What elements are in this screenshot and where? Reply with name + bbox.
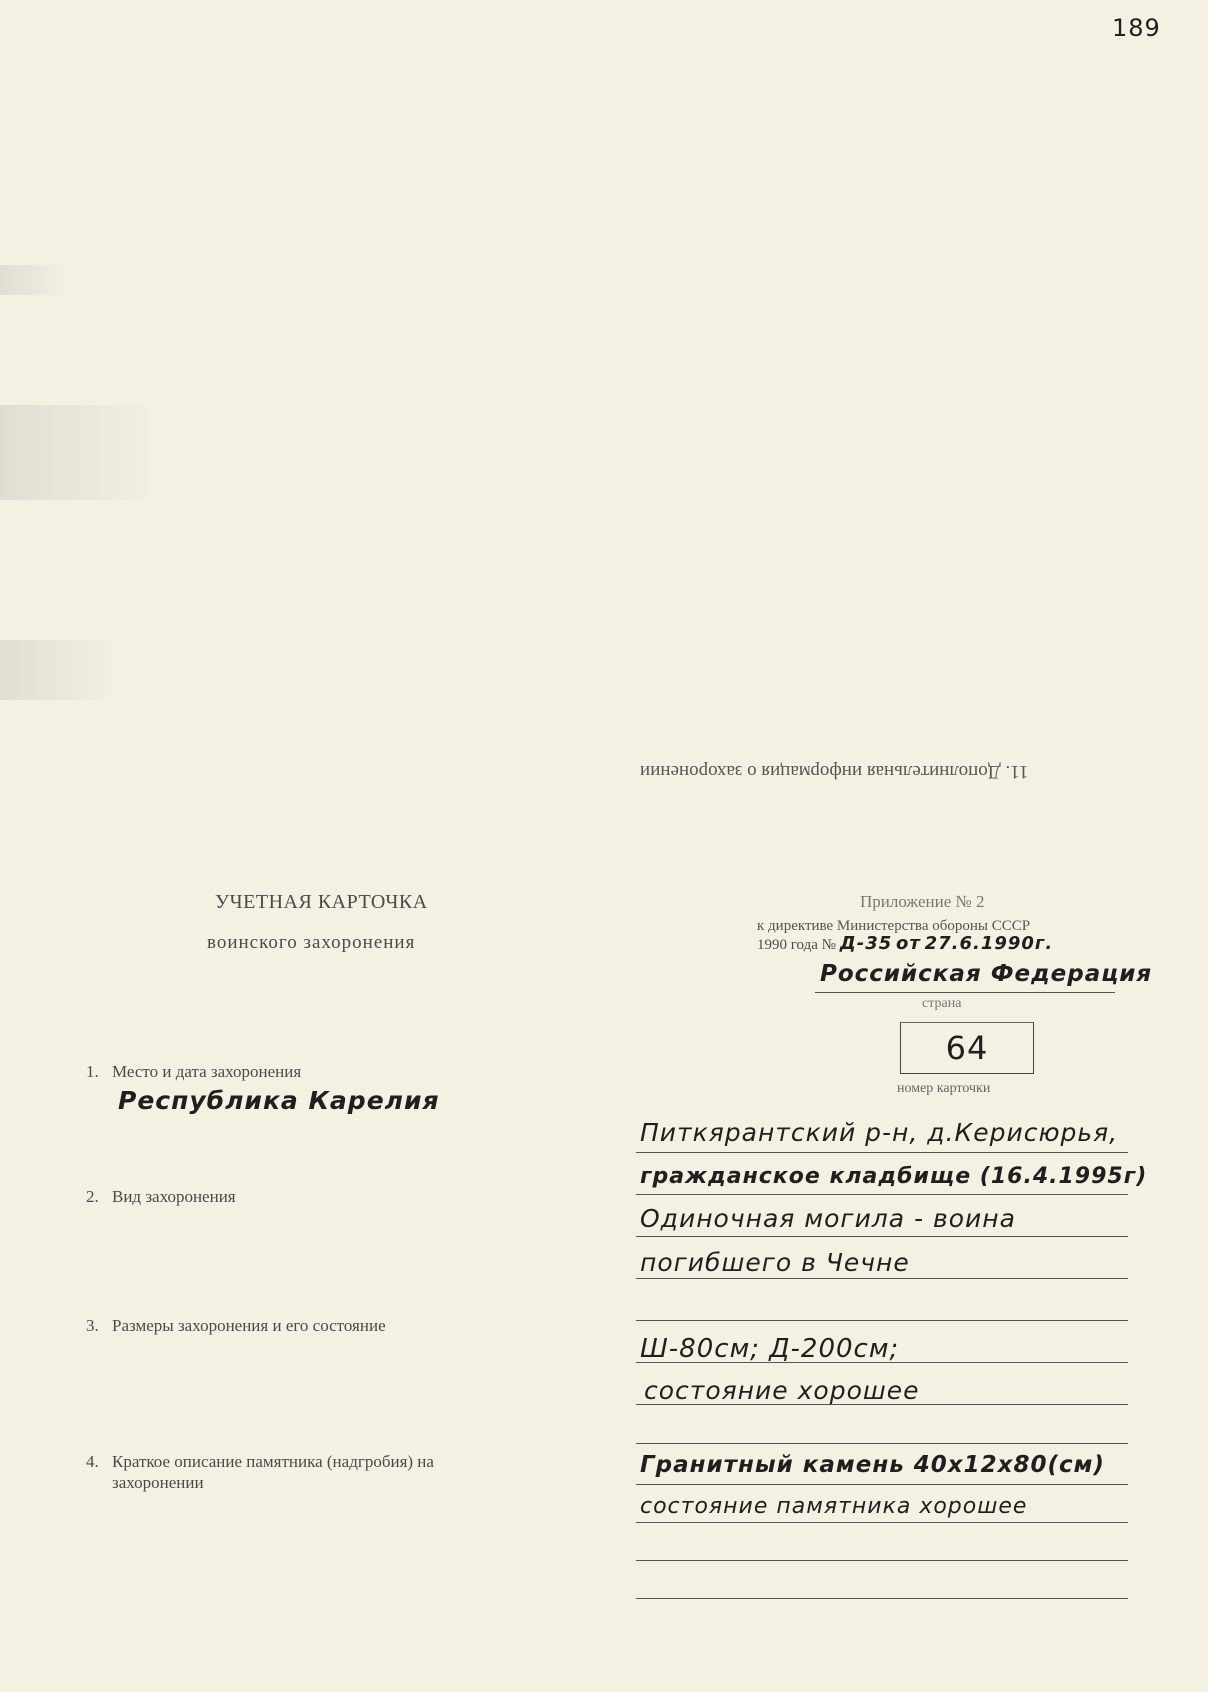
handwritten-line-6: Ш-80см; Д-200см;	[640, 1334, 900, 1364]
field-3-number: 3.	[86, 1316, 99, 1335]
reverse-side-text: 11. Дополнительная информация о захоронении	[640, 761, 1029, 782]
field-3-text: Размеры захоронения и его состояние	[112, 1316, 386, 1335]
field-4-text-line2: захоронении	[112, 1473, 204, 1492]
field-1-value: Республика Карелия	[118, 1086, 440, 1115]
field-1-label	[86, 1062, 301, 1082]
field-2-label	[86, 1187, 236, 1207]
handwritten-line-7: состояние хорошее	[644, 1376, 920, 1405]
handwritten-line-9: Гранитный камень 40х12х80(см)	[640, 1452, 1105, 1478]
directive-date-prefix: от	[896, 933, 921, 954]
country-value: Российская Федерация	[820, 961, 1153, 987]
field-4-number: 4.	[86, 1452, 99, 1471]
appendix-directive-line1: к директиве Министерства обороны СССР	[757, 918, 1031, 934]
appendix-label: Приложение № 2	[860, 892, 985, 911]
directive-date: 27.6.1990г.	[924, 933, 1054, 954]
answer-rule-11	[636, 1560, 1128, 1561]
card-number: 64	[945, 1029, 989, 1067]
field-4-label	[86, 1452, 434, 1472]
answer-rule-1	[636, 1152, 1128, 1153]
scan-artifact	[0, 640, 120, 700]
field-2-text: Вид захоронения	[112, 1187, 236, 1206]
scan-artifact	[0, 265, 70, 295]
field-3-label	[86, 1316, 386, 1336]
answer-rule-4	[636, 1278, 1128, 1279]
card-subtitle: воинского захоронения	[207, 932, 416, 953]
field-1-number: 1.	[86, 1062, 99, 1081]
handwritten-line-3: Одиночная могила - воина	[640, 1204, 1016, 1233]
handwritten-line-4: погибшего в Чечне	[640, 1248, 910, 1277]
answer-rule-9	[636, 1484, 1128, 1485]
field-1-text: Место и дата захоронения	[112, 1062, 302, 1081]
appendix-directive-line2	[757, 933, 1053, 954]
card-title: УЧЕТНАЯ КАРТОЧКА	[215, 891, 428, 913]
country-underline	[815, 992, 1115, 993]
answer-rule-5	[636, 1320, 1128, 1321]
field-4-text-line1: Краткое описание памятника (надгробия) на	[112, 1452, 434, 1471]
scan-artifact	[0, 405, 160, 500]
directive-number: Д-35	[839, 933, 893, 954]
page-number: 189	[1112, 14, 1161, 42]
answer-rule-12	[636, 1598, 1128, 1599]
answer-rule-7	[636, 1404, 1128, 1405]
answer-rule-10	[636, 1522, 1128, 1523]
handwritten-line-10: состояние памятника хорошее	[640, 1494, 1028, 1519]
country-caption: страна	[922, 996, 962, 1011]
answer-rule-6	[636, 1362, 1128, 1363]
handwritten-line-1: Питкярантский р-н, д.Керисюрья,	[640, 1118, 1119, 1147]
field-2-number: 2.	[86, 1187, 99, 1206]
directive-year-prefix: 1990 года №	[757, 937, 836, 953]
handwritten-line-2: гражданское кладбище (16.4.1995г)	[640, 1164, 1148, 1189]
answer-rule-3	[636, 1236, 1128, 1237]
answer-rule-2	[636, 1194, 1128, 1195]
card-number-box	[900, 1022, 1034, 1074]
card-number-caption: номер карточки	[897, 1081, 991, 1096]
answer-rule-8	[636, 1443, 1128, 1444]
